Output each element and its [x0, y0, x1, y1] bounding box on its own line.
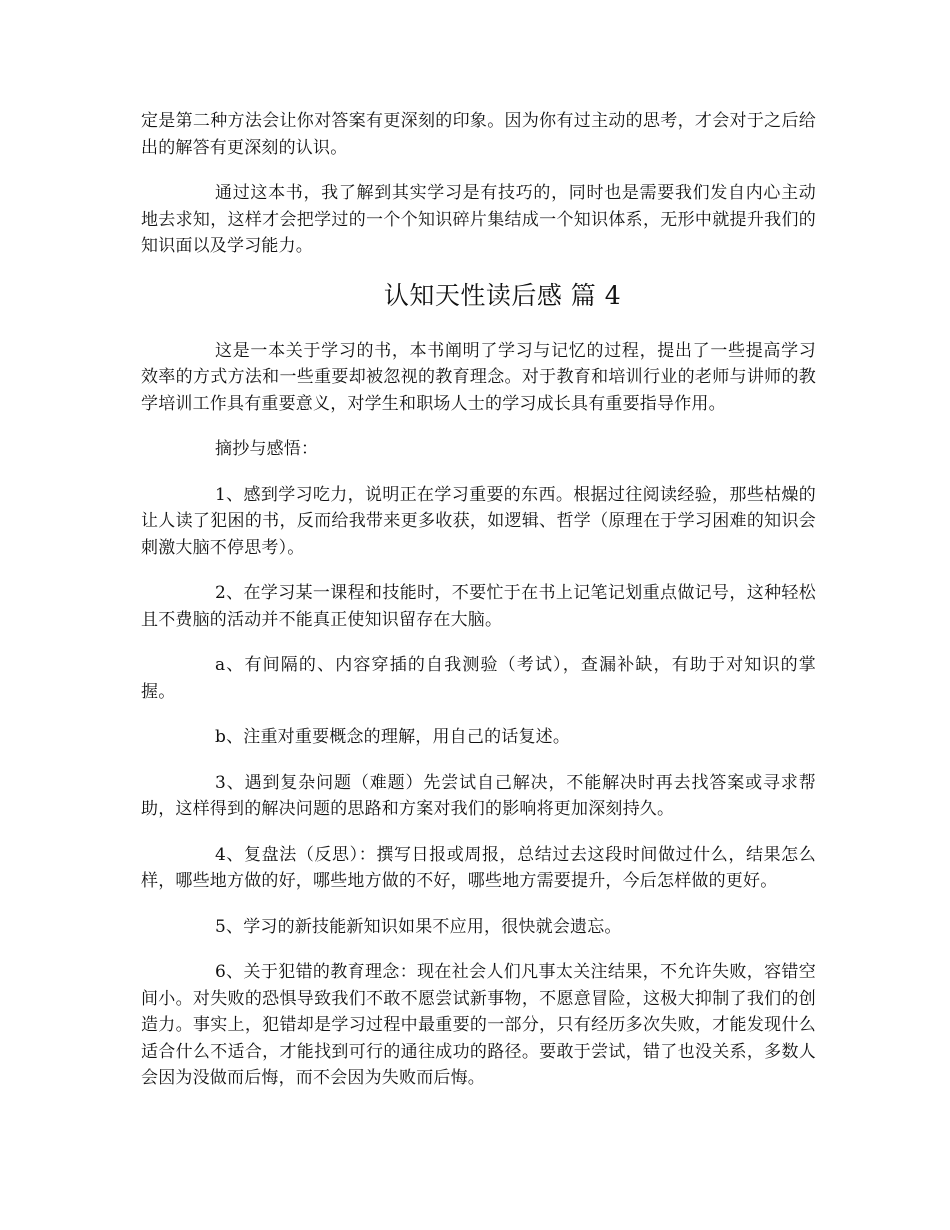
section-paragraph-point-2a: a、有间隔的、内容穿插的自我测验（考试），查漏补缺，有助于对知识的掌握。: [141, 655, 816, 702]
section-paragraph-point-2b: b、注重对重要概念的理解，用自己的话复述。: [215, 727, 571, 747]
section-paragraph-intro: 这是一本关于学习的书，本书阐明了学习与记忆的过程，提出了一些提高学习效率的方式方法和一些重要却被忽视的教育理念。对于教育和培训行业的老师与讲师的教学培训工作具有重要意义，对学生和职场人士的学习成长具有重要指导作用。: [141, 340, 816, 414]
section-paragraph-point-3: 3、遇到复杂问题（难题）先尝试自己解决，不能解决时再去找答案或寻求帮助，这样得到的解决问题的思路和方案对我们的影响将更加深刻持久。: [141, 772, 816, 819]
intro-paragraph-2: 通过这本书，我了解到其实学习是有技巧的，同时也是需要我们发自内心主动地去求知，这样才会把学过的一个个知识碎片集结成一个知识体系，无形中就提升我们的知识面以及学习能力。: [141, 183, 816, 256]
section-title: 认知天性读后感 篇 4: [383, 280, 622, 310]
document-page: [141, 108, 816, 1111]
section-paragraph-point-2: 2、在学习某一课程和技能时，不要忙于在书上记笔记划重点做记号，这种轻松且不费脑的活动并不能真正使知识留存在大脑。: [141, 583, 816, 630]
section-paragraph-point-1: 1、感到学习吃力，说明正在学习重要的东西。根据过往阅读经验，那些枯燥的让人读了犯困的书，反而给我带来更多收获，如逻辑、哲学（原理在于学习困难的知识会刺激大脑不停思考）。: [141, 484, 816, 558]
intro-paragraph-1: 定是第二种方法会让你对答案有更深刻的印象。因为你有过主动的思考，才会对于之后给出的解答有更深刻的认识。: [141, 111, 816, 158]
section-paragraph-point-4: 4、复盘法（反思）：撰写日报或周报，总结过去这段时间做过什么，结果怎么样，哪些地方做的好，哪些地方做的不好，哪些地方需要提升，今后怎样做的更好。: [141, 844, 816, 891]
section-paragraph-point-6: 6、关于犯错的教育理念：现在社会人们凡事太关注结果，不允许失败，容错空间小。对失败的恐惧导致我们不敢不愿尝试新事物，不愿意冒险，这极大抑制了我们的创造力。事实上，犯错却是学习过程中最重要的一部分，只有经历多次失败，才能发现什么适合什么不适合，才能找到可行的通往成功的路径。要敢于尝试，错了也没关系，多数人会因为没做而后悔，而不会因为失败而后悔。: [141, 962, 816, 1088]
section-paragraph-point-5: 5、学习的新技能新知识如果不应用，很快就会遗忘。: [215, 916, 622, 937]
section-paragraph-excerpt-label: 摘抄与感悟：: [215, 439, 319, 459]
